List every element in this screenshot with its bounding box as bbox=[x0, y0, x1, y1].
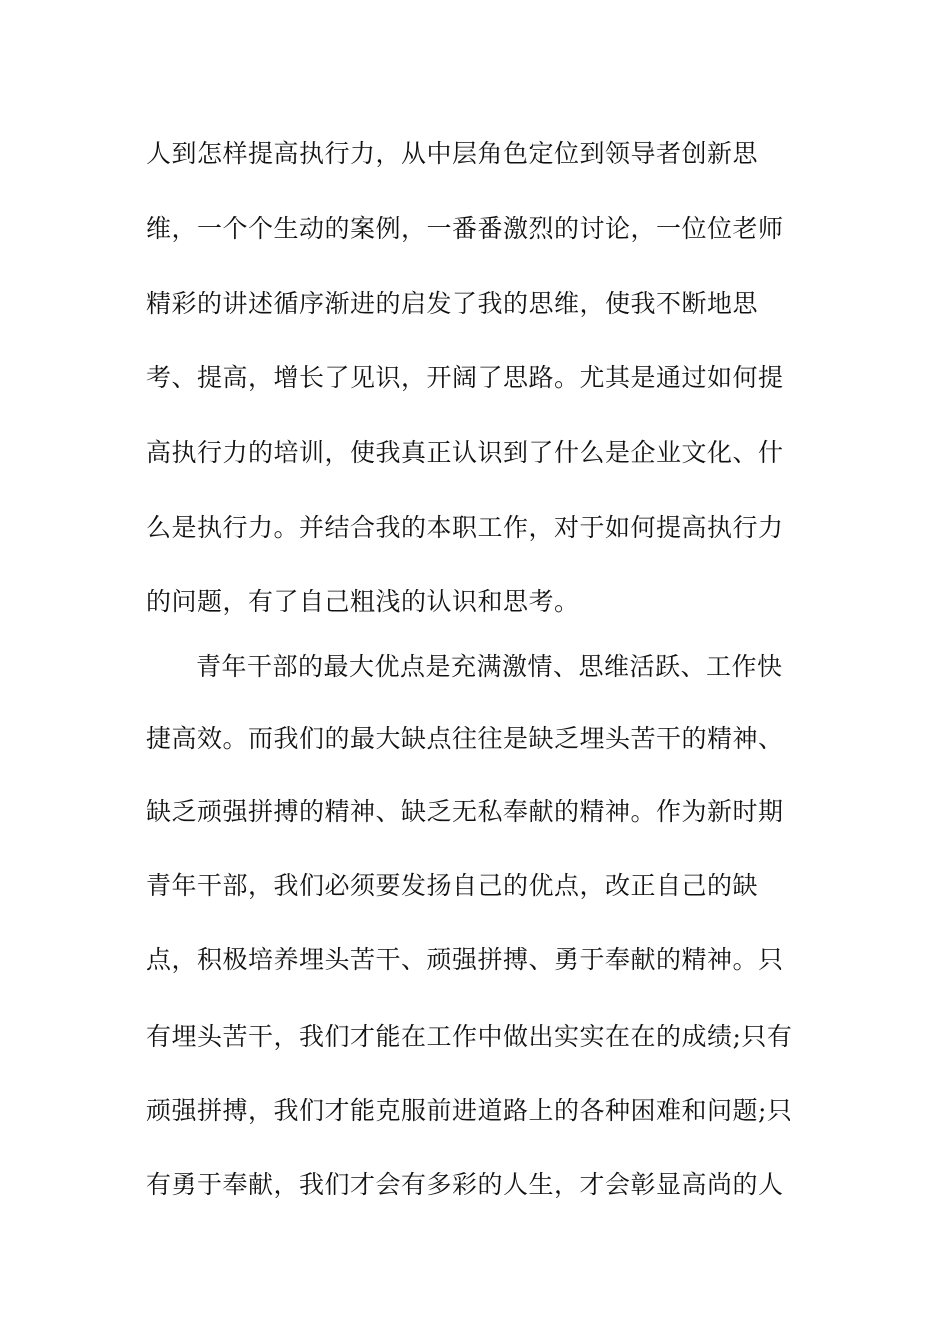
text-line: 精彩的讲述循序渐进的启发了我的思维，使我不断地思 bbox=[146, 289, 759, 318]
text-line: 么是执行力。并结合我的本职工作，对于如何提高执行力 bbox=[146, 513, 784, 542]
text-line: 维，一个个生动的案例，一番番激烈的讨论，一位位老师 bbox=[146, 214, 784, 243]
text-line: 考、提高，增长了见识，开阔了思路。尤其是通过如何提 bbox=[146, 363, 784, 392]
text-line: 有埋头苦干，我们才能在工作中做出实实在在的成绩;只有 bbox=[146, 1022, 793, 1051]
text-line: 捷高效。而我们的最大缺点往往是缺乏埋头苦干的精神、 bbox=[146, 724, 784, 753]
text-line: 人到怎样提高执行力，从中层角色定位到领导者创新思 bbox=[146, 139, 759, 168]
text-line: 青年干部，我们必须要发扬自己的优点，改正自己的缺 bbox=[146, 871, 759, 900]
text-line: 缺乏顽强拼搏的精神、缺乏无私奉献的精神。作为新时期 bbox=[146, 797, 784, 826]
text-line: 高执行力的培训，使我真正认识到了什么是企业文化、什 bbox=[146, 438, 784, 467]
text-line: 的问题，有了自己粗浅的认识和思考。 bbox=[146, 587, 580, 616]
text-line: 点，积极培养埋头苦干、顽强拼搏、勇于奉献的精神。只 bbox=[146, 945, 784, 974]
text-line: 有勇于奉献，我们才会有多彩的人生，才会彰显高尚的人 bbox=[146, 1170, 784, 1199]
text-line: 顽强拼搏，我们才能克服前进道路上的各种困难和问题;只 bbox=[146, 1096, 793, 1125]
paragraph-first-line: 青年干部的最大优点是充满激情、思维活跃、工作快 bbox=[196, 652, 783, 681]
